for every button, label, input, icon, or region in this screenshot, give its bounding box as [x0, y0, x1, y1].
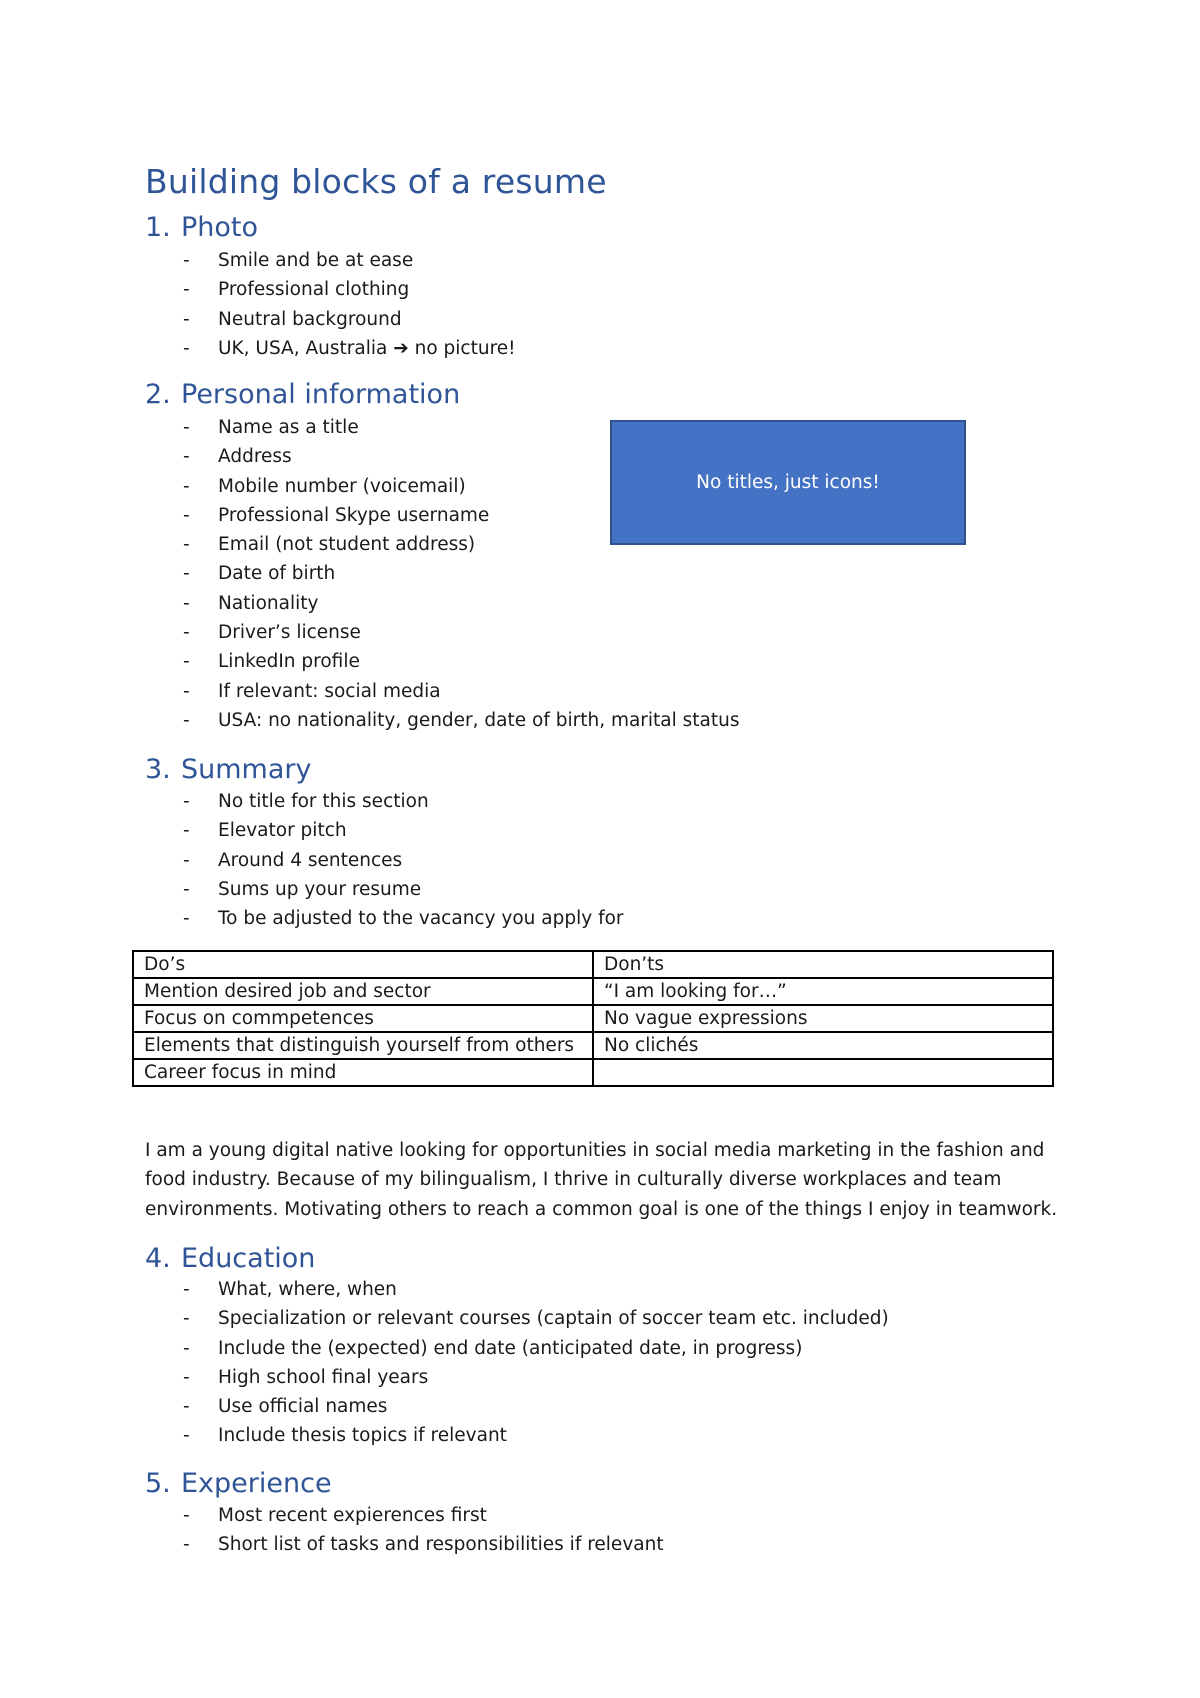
table-cell: Do’s — [133, 951, 593, 978]
dash-bullet: - — [183, 279, 190, 301]
experience-list — [183, 1501, 664, 1560]
table-cell: Mention desired job and sector — [133, 978, 593, 1005]
dash-bullet: - — [183, 592, 190, 614]
list-item — [183, 1304, 889, 1333]
list-item-text: Mobile number (voicemail) — [218, 475, 466, 497]
dash-bullet: - — [183, 417, 190, 438]
list-item — [183, 589, 740, 618]
callout-box: No titles, just icons! — [610, 420, 966, 545]
list-item-text: Most recent expierences first — [218, 1505, 487, 1526]
section-title: Personal information — [181, 379, 461, 410]
section-number: 3. — [145, 754, 171, 785]
table-row — [133, 978, 1053, 1005]
dash-bullet: - — [183, 563, 190, 585]
list-item-text: Email (not student address) — [218, 534, 476, 556]
list-item-text: High school final years — [218, 1366, 429, 1388]
section-title: Education — [181, 1243, 316, 1274]
section-title: Summary — [181, 754, 312, 785]
list-item — [183, 816, 624, 845]
dash-bullet: - — [183, 1308, 190, 1330]
list-item — [183, 846, 624, 875]
list-item-text: Address — [218, 446, 292, 468]
education-list — [183, 1275, 889, 1451]
list-item — [183, 1363, 889, 1392]
document-title: Building blocks of a resume — [145, 162, 607, 201]
list-item — [183, 559, 740, 588]
dash-bullet: - — [183, 250, 190, 271]
dash-bullet: - — [183, 337, 190, 359]
table-row — [133, 951, 1053, 978]
summary-example-paragraph: I am a young digital native looking for opportunities in social media marketing in the fashion and food industry. Because of my bilingualism, I thrive in culturally diverse workplaces and team environments. Motivating others to reach a common goal is one of the things I enjoy in teamwork. — [145, 1140, 1058, 1220]
list-item — [183, 246, 516, 275]
section-number: 2. — [145, 379, 171, 410]
dash-bullet: - — [183, 1505, 190, 1526]
table-row — [133, 1032, 1053, 1059]
list-item-text: USA: no nationality, gender, date of birth, marital status — [218, 709, 740, 731]
list-item-text: Professional clothing — [218, 279, 410, 301]
dash-bullet: - — [183, 908, 190, 930]
list-item-text: Specialization or relevant courses (captain of soccer team etc. included) — [218, 1308, 889, 1330]
dash-bullet: - — [183, 446, 190, 468]
list-item — [183, 706, 740, 735]
table-cell: Focus on commpetences — [133, 1005, 593, 1032]
list-item — [183, 647, 740, 676]
list-item — [183, 1275, 889, 1304]
summary-list — [183, 787, 624, 933]
table-row — [133, 1005, 1053, 1032]
list-item — [183, 334, 516, 363]
section-number: 5. — [145, 1468, 171, 1499]
list-item — [183, 1392, 889, 1421]
list-item-text: No title for this section — [218, 791, 429, 812]
list-item-text: Neutral background — [218, 308, 402, 330]
dash-bullet: - — [183, 878, 190, 900]
list-item-text: Short list of tasks and responsibilities if relevant — [218, 1534, 664, 1556]
list-item — [183, 1530, 664, 1559]
list-item-text: Sums up your resume — [218, 878, 422, 900]
list-item-text: Date of birth — [218, 563, 336, 585]
list-item-text: Include thesis topics if relevant — [218, 1425, 507, 1447]
dash-bullet: - — [183, 308, 190, 330]
list-item — [183, 787, 624, 816]
dash-bullet: - — [183, 475, 190, 497]
table-cell: Career focus in mind — [133, 1059, 593, 1086]
list-item-text: Smile and be at ease — [218, 250, 414, 271]
section-heading-education — [145, 1243, 315, 1274]
list-item-text: Nationality — [218, 592, 319, 614]
list-item-text: If relevant: social media — [218, 680, 441, 702]
list-item-text: Use official names — [218, 1396, 388, 1418]
list-item — [183, 618, 740, 647]
dash-bullet: - — [183, 1366, 190, 1388]
dash-bullet: - — [183, 791, 190, 812]
list-item — [183, 1501, 664, 1530]
table-cell: No vague expressions — [593, 1005, 1053, 1032]
section-title: Photo — [181, 212, 259, 243]
list-item-text: Include the (expected) end date (anticipated date, in progress) — [218, 1337, 803, 1359]
table-row — [133, 1059, 1053, 1086]
list-item — [183, 677, 740, 706]
table-cell — [593, 1059, 1053, 1086]
list-item-text: Name as a title — [218, 417, 359, 438]
section-number: 4. — [145, 1243, 171, 1274]
table-cell: No clichés — [593, 1032, 1053, 1059]
list-item-text: To be adjusted to the vacancy you apply for — [218, 908, 624, 930]
list-item-text: LinkedIn profile — [218, 651, 360, 673]
dash-bullet: - — [183, 651, 190, 673]
section-heading-experience — [145, 1468, 332, 1499]
section-number: 1. — [145, 212, 171, 243]
list-item-text: Around 4 sentences — [218, 849, 403, 871]
list-item-text: Professional Skype username — [218, 504, 490, 526]
list-item-text: Driver’s license — [218, 622, 361, 644]
section-heading-summary — [145, 754, 311, 785]
dash-bullet: - — [183, 709, 190, 731]
table-cell: “I am looking for…” — [593, 978, 1053, 1005]
dash-bullet: - — [183, 1534, 190, 1556]
dash-bullet: - — [183, 1337, 190, 1359]
dash-bullet: - — [183, 680, 190, 702]
list-item-text: Elevator pitch — [218, 820, 347, 842]
dash-bullet: - — [183, 504, 190, 526]
list-item — [183, 875, 624, 904]
right-arrow-icon: ➔ — [393, 337, 409, 359]
photo-list — [183, 246, 516, 363]
list-item — [183, 1421, 889, 1450]
dash-bullet: - — [183, 622, 190, 644]
section-heading-photo — [145, 212, 258, 243]
list-item-text: What, where, when — [218, 1279, 397, 1300]
list-item — [183, 1334, 889, 1363]
list-item — [183, 275, 516, 304]
dash-bullet: - — [183, 820, 190, 842]
list-item-text: UK, USA, Australia — [218, 337, 388, 359]
list-item — [183, 305, 516, 334]
dash-bullet: - — [183, 1279, 190, 1300]
section-title: Experience — [181, 1468, 332, 1499]
table-cell: Elements that distinguish yourself from others — [133, 1032, 593, 1059]
dash-bullet: - — [183, 1396, 190, 1418]
dash-bullet: - — [183, 534, 190, 556]
dash-bullet: - — [183, 1425, 190, 1447]
dos-donts-table — [132, 950, 1054, 1087]
table-cell: Don’ts — [593, 951, 1053, 978]
list-item — [183, 904, 624, 933]
dash-bullet: - — [183, 849, 190, 871]
list-item-text: no picture! — [414, 337, 516, 359]
section-heading-personal-information — [145, 379, 460, 410]
